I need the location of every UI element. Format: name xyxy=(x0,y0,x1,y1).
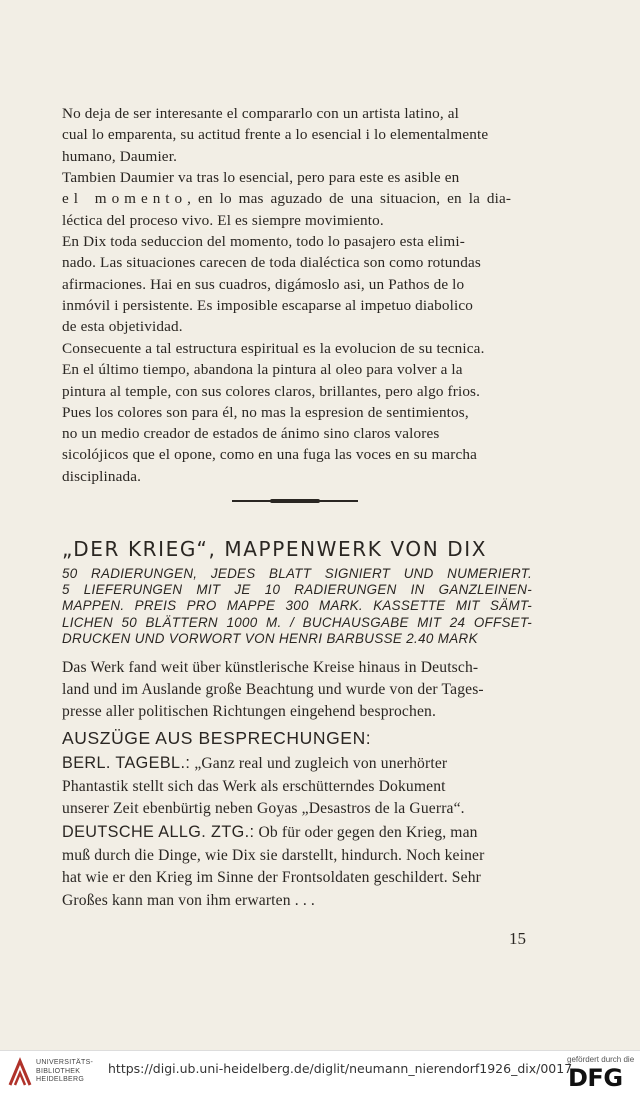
text-line: de esta objetividad. xyxy=(62,318,183,336)
text-line: nado. Las situaciones carecen de toda dialéctica son como rotundas xyxy=(62,254,481,272)
library-name xyxy=(36,1059,93,1085)
text-line: En el último tiempo, abandona la pintura al oleo para volver a la xyxy=(62,361,463,379)
text-line: pintura al temple, con sus colores claros, brillantes, pero algo frios. xyxy=(62,382,481,400)
text-line: land und im Auslande große Beachtung und wurde von der Tages- xyxy=(62,681,484,698)
edition-line: 50 RADIERUNGEN, JEDES BLATT SIGNIERT UND NUMERIERT. xyxy=(62,566,532,581)
text-line: disciplinada. xyxy=(62,467,142,485)
viewer-footer xyxy=(0,1050,640,1094)
text-line: unserer Zeit ebenbürtig neben Goyas „Desastros de la Guerra“. xyxy=(62,800,465,817)
section-divider xyxy=(232,500,358,502)
edition-details xyxy=(62,566,532,647)
edition-line: 5 LIEFERUNGEN MIT JE 10 RADIERUNGEN IN GANZLEINEN- xyxy=(62,582,532,598)
text-line: Tambien Daumier va tras lo esencial, pero para este es asible en xyxy=(62,169,460,186)
text-line: muß durch die Dinge, wie Dix sie darstellt, hindurch. Noch keiner xyxy=(62,846,485,864)
paragraph-werk xyxy=(62,657,532,723)
text-line: Consecuente a tal estructura espiritual es la evolucion de su tecnica. xyxy=(62,340,485,357)
paragraph-momento xyxy=(62,167,532,231)
text-line: „Ganz real und zugleich von unerhörter xyxy=(190,755,448,772)
text-line: Phantastik stellt sich das Werk als erschütterndes Dokument xyxy=(62,777,446,795)
library-line: UNIVERSITÄTS- xyxy=(36,1059,94,1066)
edition-line: LICHEN 50 BLÄTTERN 1000 M. / BUCHAUSGABE MIT 24 OFFSET- xyxy=(62,614,532,630)
emphasized-word: el momento xyxy=(62,190,188,208)
text-line: cual lo emparenta, su actitud frente a lo esencial i lo elementalmente xyxy=(62,126,489,144)
review-source: DEUTSCHE ALLG. ZTG.: xyxy=(62,823,255,841)
text-line: presse aller politischen Richtungen eingehend besprochen. xyxy=(62,703,437,720)
text-line: Großes kann man von ihm erwarten . . . xyxy=(62,891,315,909)
reviews-heading xyxy=(62,727,532,749)
review-source: BERL. TAGEBL.: xyxy=(62,754,191,772)
funded-by-note: gefördert durch die xyxy=(567,1055,635,1064)
reviews-heading-text: AUSZÜGE AUS BESPRECHUNGEN: xyxy=(62,728,372,748)
text-line: humano, Daumier. xyxy=(62,147,178,165)
text-line: No deja de ser interesante el compararlo con un artista latino, al xyxy=(62,105,460,122)
text-line: léctica del proceso vivo. El es siempre movimiento. xyxy=(62,211,384,229)
page-number: 15 xyxy=(509,929,526,948)
university-library-logo-icon xyxy=(8,1057,32,1087)
paragraph-daumier xyxy=(62,103,532,167)
edition-line: DRUCKEN UND VORWORT VON HENRI BARBUSSE 2.40 MARK xyxy=(62,630,478,646)
text-line: hat wie er den Krieg im Sinne der Frontsoldaten geschildert. Sehr xyxy=(62,869,481,886)
paragraph-tecnica xyxy=(62,338,532,487)
library-line: BIBLIOTHEK xyxy=(36,1067,81,1075)
permalink[interactable]: https://digi.ub.uni-heidelberg.de/diglit/neumann_nierendorf1926_dix/0017 xyxy=(108,1061,573,1076)
section-title: „DER KRIEG“, MAPPENWERK VON DIX xyxy=(62,537,488,561)
text-line: Ob für oder gegen den Krieg, man xyxy=(254,824,478,841)
text-line: afirmaciones. Hai en sus cuadros, digámoslo asi, un Pathos de lo xyxy=(62,275,465,293)
review-deutsche-allgemeine xyxy=(62,821,532,912)
text-line: Pues los colores son para él, no mas la espresion de sentimientos, xyxy=(62,403,469,421)
text-line: En Dix toda seduccion del momento, todo lo pasajero esta elimi- xyxy=(62,233,465,250)
review-berliner-tageblatt xyxy=(62,752,532,821)
edition-line: MAPPEN. PREIS PRO MAPPE 300 MARK. KASSETTE MIT SÄMT- xyxy=(62,598,532,614)
text-line: inmóvil i persistente. Es imposible escaparse al impetuo diabolico xyxy=(62,296,474,314)
dfg-logo: DFG xyxy=(568,1064,623,1092)
text-line-spaced: el momento, en lo mas aguzado de una situacion, en la dia- xyxy=(62,190,512,208)
paragraph-dix-seduccion xyxy=(62,231,532,337)
library-line: HEIDELBERG xyxy=(36,1076,85,1083)
text-line: sicolójicos que el opone, como en una fuga las voces en su marcha xyxy=(62,446,478,464)
text-line: no un medio creador de estados de ánimo sino claros valores xyxy=(62,425,440,443)
text-line: Das Werk fand weit über künstlerische Kreise hinaus in Deutsch- xyxy=(62,659,479,676)
